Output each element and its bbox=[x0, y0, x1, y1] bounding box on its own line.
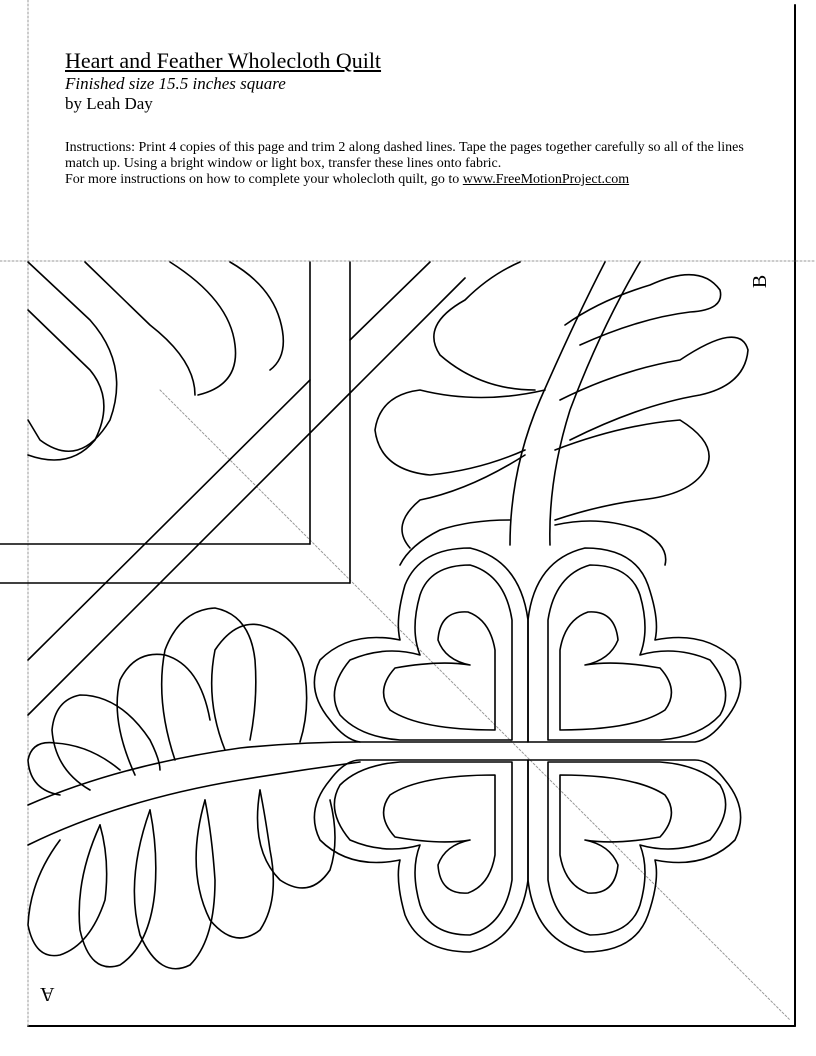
upper-feather-plume bbox=[375, 262, 748, 565]
free-motion-project-link[interactable]: www.FreeMotionProject.com bbox=[462, 172, 630, 187]
author-byline: by Leah Day bbox=[65, 94, 153, 113]
instructions-block bbox=[65, 140, 765, 188]
instructions-link-line bbox=[65, 172, 765, 188]
instructions-link-prefix: For more instructions on how to complete your wholecloth quilt, go to bbox=[65, 172, 463, 187]
finished-size: Finished size 15.5 inches square bbox=[65, 74, 286, 93]
document-title: Heart and Feather Wholecloth Quilt bbox=[65, 48, 382, 73]
corner-label-a: A bbox=[40, 983, 55, 1005]
corner-label-b: B bbox=[749, 274, 772, 289]
corner-swirl-lines bbox=[28, 262, 283, 460]
left-feather-plume bbox=[28, 608, 360, 969]
instructions-text: Instructions: Print 4 copies of this page and trim 2 along dashed lines. Tape the pages together carefully so all of the lines match up. Using a bright window or light box, transfer these lines onto fabric. bbox=[65, 140, 744, 171]
